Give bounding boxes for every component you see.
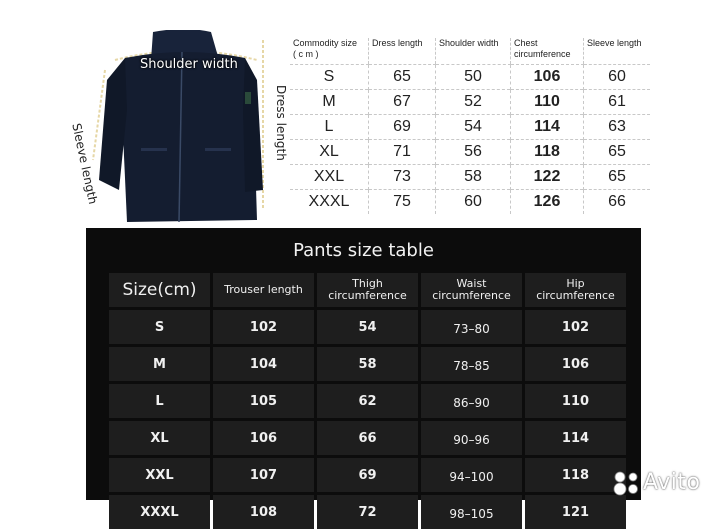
jacket-header-cell: Dress length (369, 38, 436, 65)
table-cell: XXXL (109, 495, 210, 529)
table-cell: L (290, 115, 369, 140)
table-cell: 114 (525, 421, 626, 455)
pants-header-cell: Size(cm) (109, 273, 210, 307)
table-row (290, 115, 650, 140)
table-cell: 121 (525, 495, 626, 529)
table-cell: S (109, 310, 210, 344)
table-cell: XXL (109, 458, 210, 492)
table-cell: 61 (584, 90, 651, 115)
table-cell: M (290, 90, 369, 115)
table-cell: 102 (525, 310, 626, 344)
table-row (290, 165, 650, 190)
table-row (109, 458, 626, 492)
table-cell: 52 (436, 90, 511, 115)
table-cell: 60 (436, 190, 511, 215)
table-cell: 69 (369, 115, 436, 140)
table-cell: 114 (511, 115, 584, 140)
avito-logo-icon (612, 469, 642, 497)
table-cell: L (109, 384, 210, 418)
table-cell: 118 (511, 140, 584, 165)
table-cell: 98–105 (421, 495, 522, 529)
table-cell: 73 (369, 165, 436, 190)
watermark-text: Avito (643, 470, 701, 495)
table-cell: 75 (369, 190, 436, 215)
table-cell: 73–80 (421, 310, 522, 344)
jacket-header-cell: Commodity size ( c m ) (290, 38, 369, 65)
table-cell: XXL (290, 165, 369, 190)
table-cell: 94–100 (421, 458, 522, 492)
table-cell: 110 (525, 384, 626, 418)
pants-header-cell: Waist circumference (421, 273, 522, 307)
table-row (290, 65, 650, 90)
table-cell: XL (109, 421, 210, 455)
pants-header-cell: Hip circumference (525, 273, 626, 307)
table-cell: M (109, 347, 210, 381)
table-row (290, 140, 650, 165)
table-row (109, 384, 626, 418)
shoulder-width-label: Shoulder width (140, 57, 238, 72)
jacket-table-header (290, 38, 650, 65)
avito-watermark (612, 469, 716, 497)
table-cell: 54 (436, 115, 511, 140)
pants-header-cell: Trouser length (213, 273, 314, 307)
table-cell: 65 (369, 65, 436, 90)
table-cell: 71 (369, 140, 436, 165)
table-cell: 67 (369, 90, 436, 115)
table-cell: 106 (213, 421, 314, 455)
pants-table-header (109, 273, 626, 307)
table-row (109, 421, 626, 455)
table-cell: 110 (511, 90, 584, 115)
jacket-size-table (290, 38, 650, 214)
table-row (290, 90, 650, 115)
dress-length-label: Dress length (274, 85, 288, 161)
pants-size-panel (86, 228, 641, 521)
table-cell: 118 (525, 458, 626, 492)
table-cell: 65 (584, 140, 651, 165)
table-cell: 105 (213, 384, 314, 418)
table-cell: XXXL (290, 190, 369, 215)
jacket-illustration (69, 30, 290, 230)
table-cell: 104 (213, 347, 314, 381)
table-cell: 108 (213, 495, 314, 529)
table-cell: S (290, 65, 369, 90)
table-cell: 69 (317, 458, 418, 492)
table-row (109, 495, 626, 529)
jacket-header-cell: Chest circumference (511, 38, 584, 65)
table-cell: 90–96 (421, 421, 522, 455)
table-cell: 66 (584, 190, 651, 215)
table-row (109, 347, 626, 381)
table-row (109, 310, 626, 344)
table-cell: 126 (511, 190, 584, 215)
table-cell: 50 (436, 65, 511, 90)
table-cell: 54 (317, 310, 418, 344)
pants-header-cell: Thigh circumference (317, 273, 418, 307)
table-cell: 62 (317, 384, 418, 418)
table-cell: 58 (317, 347, 418, 381)
table-cell: 106 (511, 65, 584, 90)
table-cell: 72 (317, 495, 418, 529)
table-cell: 56 (436, 140, 511, 165)
table-cell: 65 (584, 165, 651, 190)
pants-size-table (106, 270, 629, 532)
jacket-header-cell: Shoulder width (436, 38, 511, 65)
table-cell: 66 (317, 421, 418, 455)
table-cell: 78–85 (421, 347, 522, 381)
table-cell: 122 (511, 165, 584, 190)
table-cell: 58 (436, 165, 511, 190)
table-cell: 86–90 (421, 384, 522, 418)
table-cell: 106 (525, 347, 626, 381)
jacket-header-cell: Sleeve length (584, 38, 651, 65)
table-cell: XL (290, 140, 369, 165)
sleeve-length-label: Sleeve length (69, 122, 101, 206)
table-cell: 107 (213, 458, 314, 492)
table-cell: 60 (584, 65, 651, 90)
pants-table-title: Pants size table (293, 240, 434, 261)
table-cell: 102 (213, 310, 314, 344)
table-cell: 63 (584, 115, 651, 140)
table-row (290, 190, 650, 215)
